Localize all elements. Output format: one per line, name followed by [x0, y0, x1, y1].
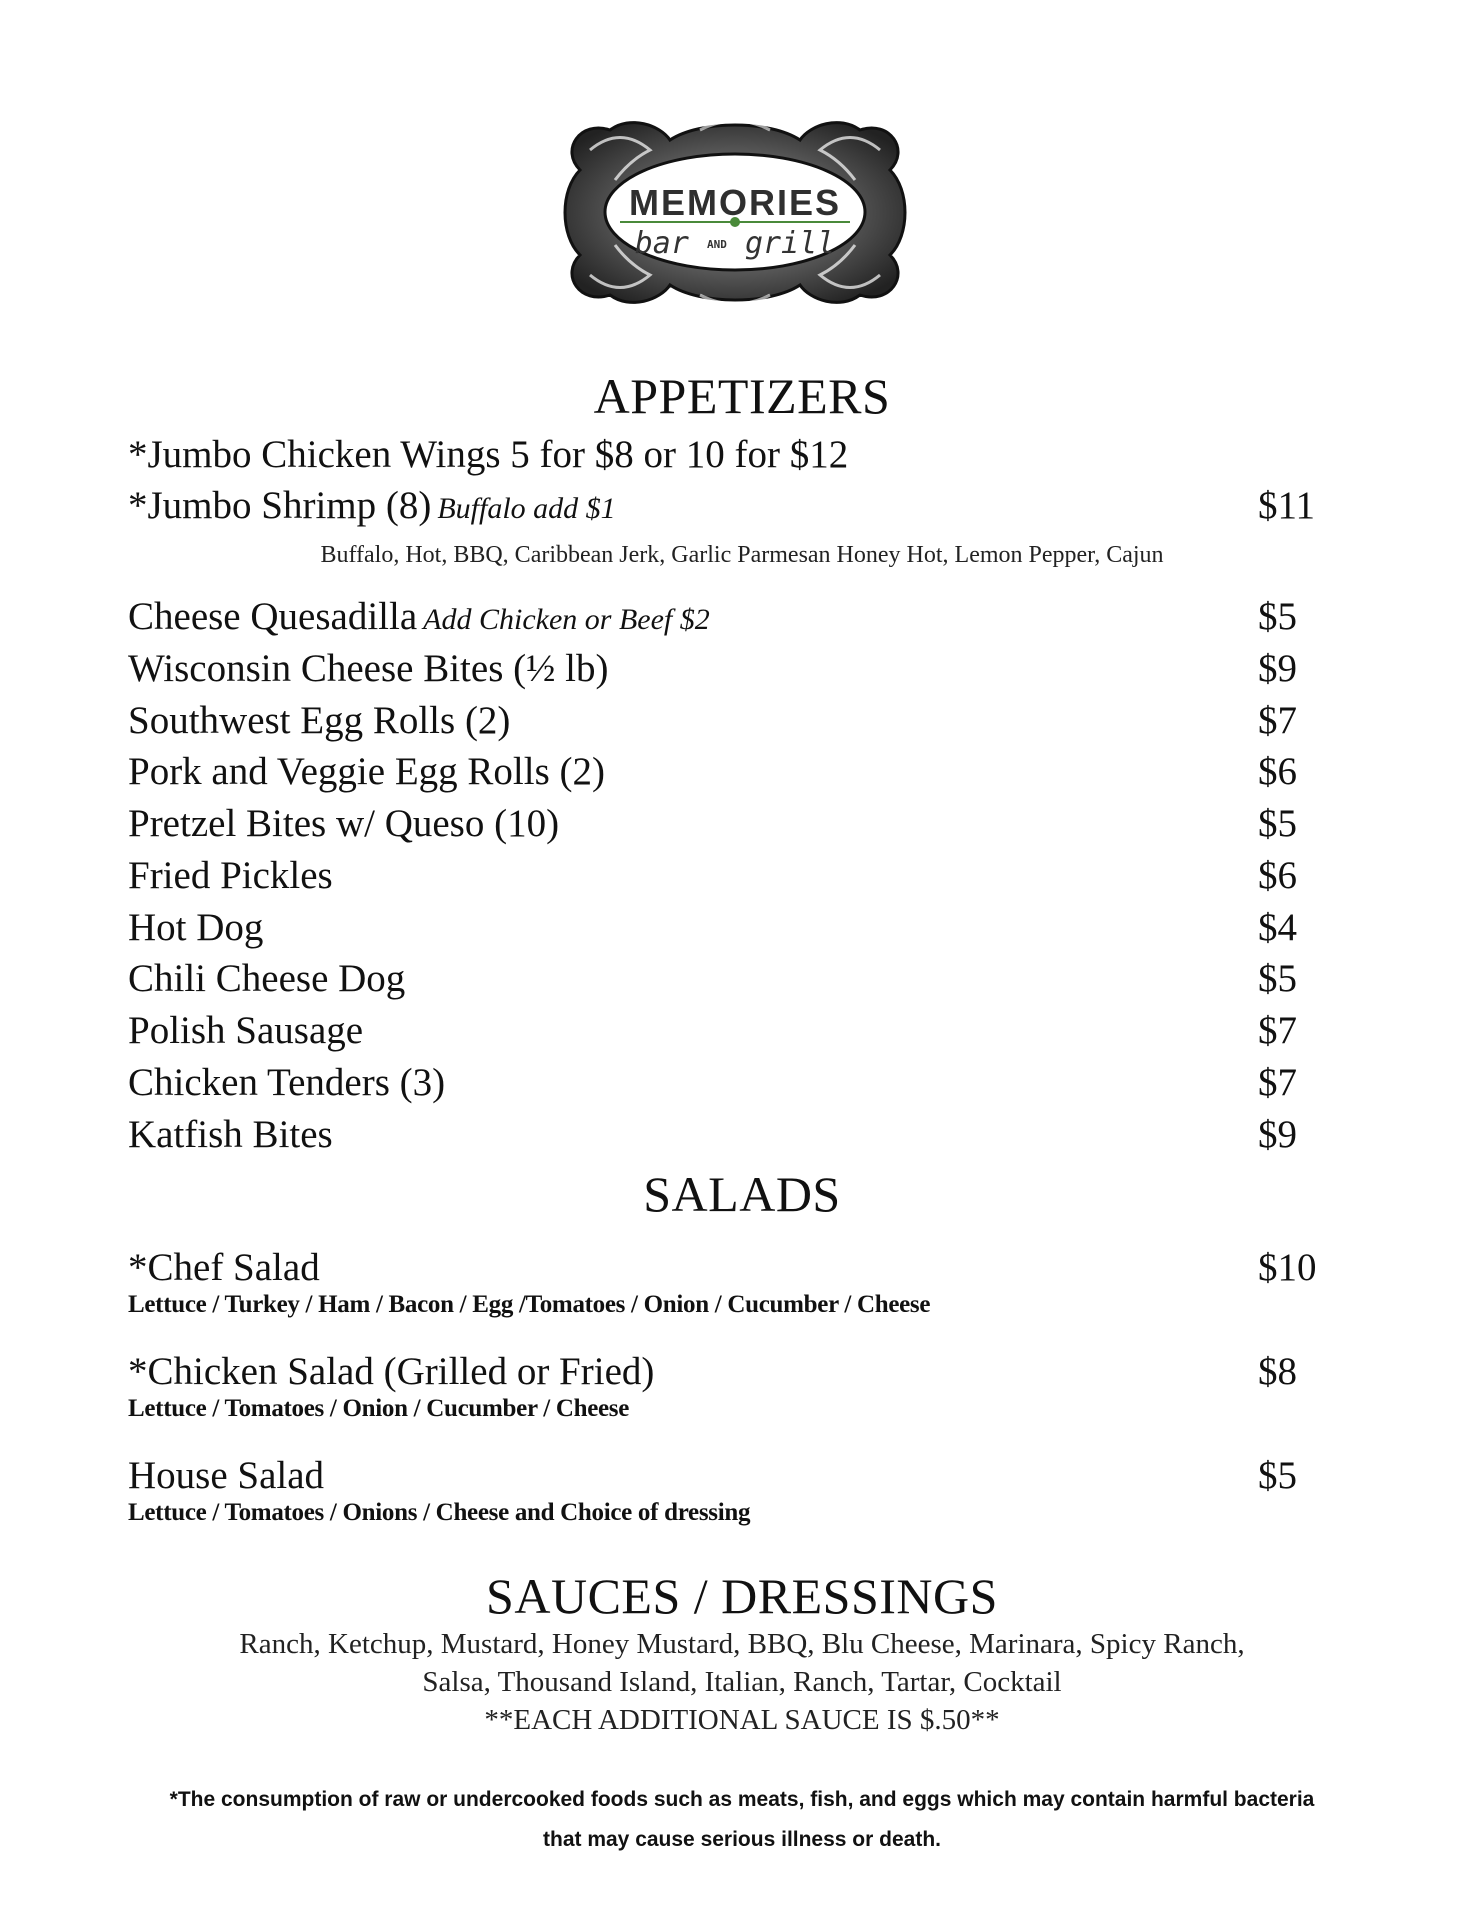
- sauces-line-2: Salsa, Thousand Island, Italian, Ranch, Tartar, Cocktail: [422, 1666, 1062, 1698]
- appetizers-heading: APPETIZERS: [593, 368, 891, 424]
- sauces-heading: SAUCES / DRESSINGS: [486, 1568, 998, 1624]
- wing-flavors-line: Buffalo, Hot, BBQ, Caribbean Jerk, Garlic Parmesan Honey Hot, Lemon Pepper, Cajun: [320, 542, 1164, 568]
- salad-item-house: [128, 1451, 1328, 1501]
- item-price: $6: [1258, 854, 1297, 897]
- item-name: [128, 481, 616, 534]
- menu-item: [128, 1058, 1328, 1108]
- salad-ingredients: Lettuce / Tomatoes / Onion / Cucumber / Cheese: [128, 1395, 630, 1422]
- item-price: $5: [1258, 957, 1297, 1000]
- menu-item: [128, 592, 1328, 642]
- item-name: *Chef Salad: [128, 1246, 320, 1289]
- item-name: *Jumbo Chicken Wings 5 for $8 or 10 for $12: [128, 433, 849, 476]
- item-name: Polish Sausage: [128, 1009, 364, 1052]
- item-name: Wisconsin Cheese Bites (½ lb): [128, 647, 609, 690]
- item-note: Buffalo add $1: [437, 492, 616, 525]
- item-price: $9: [1258, 1113, 1297, 1156]
- item-name: *Chicken Salad (Grilled or Fried): [128, 1350, 655, 1393]
- item-price: $8: [1258, 1350, 1297, 1393]
- menu-item: [128, 799, 1328, 849]
- item-name-text: *Jumbo Shrimp (8): [128, 484, 432, 527]
- menu-item: [128, 644, 1328, 694]
- item-name: Pretzel Bites w/ Queso (10): [128, 802, 560, 845]
- salad-item-chef: [128, 1243, 1328, 1293]
- disclaimer-line-1: *The consumption of raw or undercooked foods such as meats, fish, and eggs which may contain harmful bacteria: [169, 1788, 1315, 1811]
- sauce-surcharge-note: **EACH ADDITIONAL SAUCE IS $.50**: [484, 1704, 1000, 1736]
- item-name: House Salad: [128, 1454, 325, 1497]
- item-price: $7: [1258, 699, 1297, 742]
- menu-item-wings: [128, 430, 1328, 480]
- menu-item: [128, 747, 1328, 797]
- item-name: Southwest Egg Rolls (2): [128, 699, 511, 742]
- item-name: Chicken Tenders (3): [128, 1061, 446, 1104]
- item-name: Hot Dog: [128, 906, 264, 949]
- menu-item: [128, 903, 1328, 953]
- item-name: Pork and Veggie Egg Rolls (2): [128, 750, 605, 793]
- disclaimer-line-2: that may cause serious illness or death.: [543, 1828, 941, 1851]
- item-price: $9: [1258, 647, 1297, 690]
- menu-item: [128, 696, 1328, 746]
- item-name: [128, 592, 710, 645]
- restaurant-logo: [550, 110, 920, 315]
- item-price: $4: [1258, 906, 1297, 949]
- item-price: $7: [1258, 1009, 1297, 1052]
- logo-sub-left: bar: [634, 226, 689, 261]
- logo-sub-and: AND: [707, 238, 727, 251]
- salad-ingredients: Lettuce / Tomatoes / Onions / Cheese and Choice of dressing: [128, 1499, 751, 1526]
- item-note: Add Chicken or Beef $2: [423, 603, 710, 636]
- item-name: Katfish Bites: [128, 1113, 333, 1156]
- sauces-line-1: Ranch, Ketchup, Mustard, Honey Mustard, BBQ, Blu Cheese, Marinara, Spicy Ranch,: [239, 1628, 1245, 1660]
- item-name: Chili Cheese Dog: [128, 957, 406, 1000]
- salads-heading: SALADS: [643, 1166, 841, 1222]
- menu-item: [128, 954, 1328, 1004]
- item-price: $5: [1258, 802, 1297, 845]
- menu-item-shrimp: [128, 481, 1328, 531]
- item-name: Fried Pickles: [128, 854, 333, 897]
- salad-ingredients: Lettuce / Turkey / Ham / Bacon / Egg /Tomatoes / Onion / Cucumber / Cheese: [128, 1291, 931, 1318]
- menu-item: [128, 1006, 1328, 1056]
- logo-sub-right: grill: [744, 226, 836, 261]
- item-price: $6: [1258, 750, 1297, 793]
- item-price: $10: [1258, 1246, 1317, 1289]
- item-price: $7: [1258, 1061, 1297, 1104]
- logo-subtitle: [550, 226, 920, 261]
- logo-name: MEMORIES: [628, 182, 841, 223]
- item-name-text: Cheese Quesadilla: [128, 595, 418, 638]
- menu-item: [128, 1110, 1328, 1160]
- item-price: $11: [1258, 484, 1316, 527]
- salad-item-chicken: [128, 1347, 1328, 1397]
- item-price: $5: [1258, 595, 1297, 638]
- menu-item: [128, 851, 1328, 901]
- item-price: $5: [1258, 1454, 1297, 1497]
